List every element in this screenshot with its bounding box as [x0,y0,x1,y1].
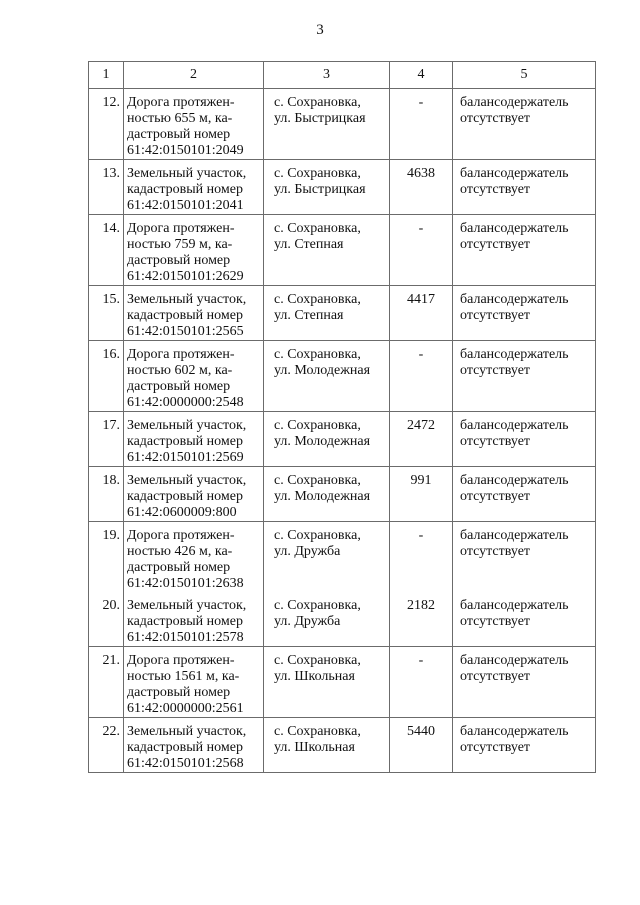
area-cell: - [390,89,453,160]
object-description-cell [124,718,264,773]
description-line: Земельный участок, [127,418,247,433]
description-line: 61:42:0600009:800 [127,505,237,520]
description-line: 61:42:0150101:2629 [127,269,244,284]
address-line: с. Сохрановка, [274,473,361,488]
address-cell [264,718,390,773]
column-header-address: 3 [264,62,390,89]
object-description-cell [124,522,264,599]
area-cell: 2182 [390,598,453,647]
table-row [89,89,596,160]
holder-line: отсутствует [460,669,531,684]
description-line: Дорога протяжен- [127,95,235,110]
description-line: 61:42:0150101:2568 [127,756,244,771]
table-row [89,286,596,341]
address-line: ул. Быстрицкая [274,182,366,197]
address-cell [264,598,390,647]
object-description-cell [124,89,264,160]
row-number-cell: 20. [89,598,124,647]
holder-line: отсутствует [460,434,531,449]
object-description-cell [124,215,264,286]
description-line: 61:42:0150101:2578 [127,630,244,645]
holder-cell [453,598,596,647]
description-line: дастровый номер [127,560,231,575]
description-line: Земельный участок, [127,473,247,488]
holder-cell [453,160,596,215]
area-cell: 2472 [390,412,453,467]
object-description-cell [124,467,264,522]
description-line: дастровый номер [127,253,231,268]
description-line: Дорога протяжен- [127,221,235,236]
description-line: ностью 602 м, ка- [127,363,233,378]
description-line: 61:42:0000000:2548 [127,395,244,410]
holder-line: балансодержатель [460,724,569,739]
table-row [89,598,596,647]
address-cell [264,522,390,599]
address-line: ул. Степная [274,237,344,252]
table-row [89,160,596,215]
description-line: ностью 1561 м, ка- [127,669,240,684]
description-line: кадастровый номер [127,489,243,504]
address-line: ул. Дружба [274,544,341,559]
description-line: кадастровый номер [127,614,243,629]
holder-line: балансодержатель [460,598,569,613]
table-row [89,647,596,718]
holder-cell [453,341,596,412]
address-line: с. Сохрановка, [274,418,361,433]
description-line: Дорога протяжен- [127,528,235,543]
object-description-cell [124,412,264,467]
holder-cell [453,89,596,160]
holder-line: отсутствует [460,544,531,559]
holder-line: балансодержатель [460,292,569,307]
row-number-cell: 13. [89,160,124,215]
property-registry-table [88,61,596,773]
holder-line: балансодержатель [460,473,569,488]
table-header-row [89,62,596,89]
row-number-cell: 18. [89,467,124,522]
column-header-description: 2 [124,62,264,89]
address-line: с. Сохрановка, [274,166,361,181]
description-line: 61:42:0150101:2638 [127,576,244,591]
row-number-cell: 16. [89,341,124,412]
table-row [89,718,596,773]
table-row [89,467,596,522]
address-line: ул. Быстрицкая [274,111,366,126]
holder-line: отсутствует [460,111,531,126]
description-line: Дорога протяжен- [127,347,235,362]
object-description-cell [124,160,264,215]
holder-line: отсутствует [460,182,531,197]
area-cell: - [390,341,453,412]
description-line: Земельный участок, [127,724,247,739]
row-number-cell: 21. [89,647,124,718]
holder-cell [453,718,596,773]
holder-line: балансодержатель [460,418,569,433]
holder-line: отсутствует [460,363,531,378]
description-line: 61:42:0000000:2561 [127,701,244,716]
row-number-cell: 17. [89,412,124,467]
holder-line: отсутствует [460,489,531,504]
description-line: Дорога протяжен- [127,653,235,668]
address-line: с. Сохрановка, [274,653,361,668]
address-line: с. Сохрановка, [274,528,361,543]
holder-line: балансодержатель [460,166,569,181]
area-cell: - [390,522,453,599]
description-line: 61:42:0150101:2041 [127,198,244,213]
address-line: ул. Молодежная [274,434,371,449]
address-line: ул. Молодежная [274,489,371,504]
holder-line: балансодержатель [460,221,569,236]
holder-cell [453,647,596,718]
address-cell [264,89,390,160]
area-cell: 4638 [390,160,453,215]
column-header-holder: 5 [453,62,596,89]
table-body [89,89,596,773]
area-cell: 991 [390,467,453,522]
holder-line: балансодержатель [460,95,569,110]
description-line: ностью 655 м, ка- [127,111,233,126]
row-number-cell: 19. [89,522,124,599]
address-line: с. Сохрановка, [274,95,361,110]
holder-cell [453,412,596,467]
address-line: с. Сохрановка, [274,347,361,362]
address-line: ул. Молодежная [274,363,371,378]
area-cell: - [390,647,453,718]
holder-line: отсутствует [460,614,531,629]
holder-cell [453,286,596,341]
address-line: ул. Степная [274,308,344,323]
holder-line: балансодержатель [460,653,569,668]
table-row [89,215,596,286]
holder-line: отсутствует [460,740,531,755]
address-cell [264,647,390,718]
address-cell [264,286,390,341]
page-number: 3 [316,22,324,38]
description-line: дастровый номер [127,379,231,394]
area-cell: - [390,215,453,286]
description-line: кадастровый номер [127,308,243,323]
address-line: ул. Школьная [274,740,355,755]
description-line: кадастровый номер [127,182,243,197]
address-cell [264,412,390,467]
description-line: ностью 759 м, ка- [127,237,233,252]
description-line: кадастровый номер [127,740,243,755]
object-description-cell [124,647,264,718]
address-cell [264,341,390,412]
row-number-cell: 12. [89,89,124,160]
holder-line: отсутствует [460,237,531,252]
holder-line: отсутствует [460,308,531,323]
holder-line: балансодержатель [460,347,569,362]
area-cell: 4417 [390,286,453,341]
address-line: с. Сохрановка, [274,221,361,236]
table-row [89,341,596,412]
description-line: дастровый номер [127,685,231,700]
object-description-cell [124,598,264,647]
address-line: ул. Школьная [274,669,355,684]
description-line: 61:42:0150101:2569 [127,450,244,465]
description-line: ностью 426 м, ка- [127,544,233,559]
object-description-cell [124,341,264,412]
row-number-cell: 22. [89,718,124,773]
holder-cell [453,467,596,522]
holder-line: балансодержатель [460,528,569,543]
description-line: 61:42:0150101:2049 [127,143,244,158]
holder-cell [453,522,596,599]
area-cell: 5440 [390,718,453,773]
object-description-cell [124,286,264,341]
address-cell [264,160,390,215]
description-line: Земельный участок, [127,166,247,181]
table-row [89,522,596,599]
description-line: 61:42:0150101:2565 [127,324,244,339]
address-line: ул. Дружба [274,614,341,629]
table-row [89,412,596,467]
description-line: кадастровый номер [127,434,243,449]
address-cell [264,215,390,286]
address-line: с. Сохрановка, [274,724,361,739]
column-header-number: 1 [89,62,124,89]
holder-cell [453,215,596,286]
row-number-cell: 14. [89,215,124,286]
description-line: Земельный участок, [127,292,247,307]
address-cell [264,467,390,522]
address-line: с. Сохрановка, [274,598,361,613]
address-line: с. Сохрановка, [274,292,361,307]
description-line: Земельный участок, [127,598,247,613]
description-line: дастровый номер [127,127,231,142]
row-number-cell: 15. [89,286,124,341]
column-header-area: 4 [390,62,453,89]
